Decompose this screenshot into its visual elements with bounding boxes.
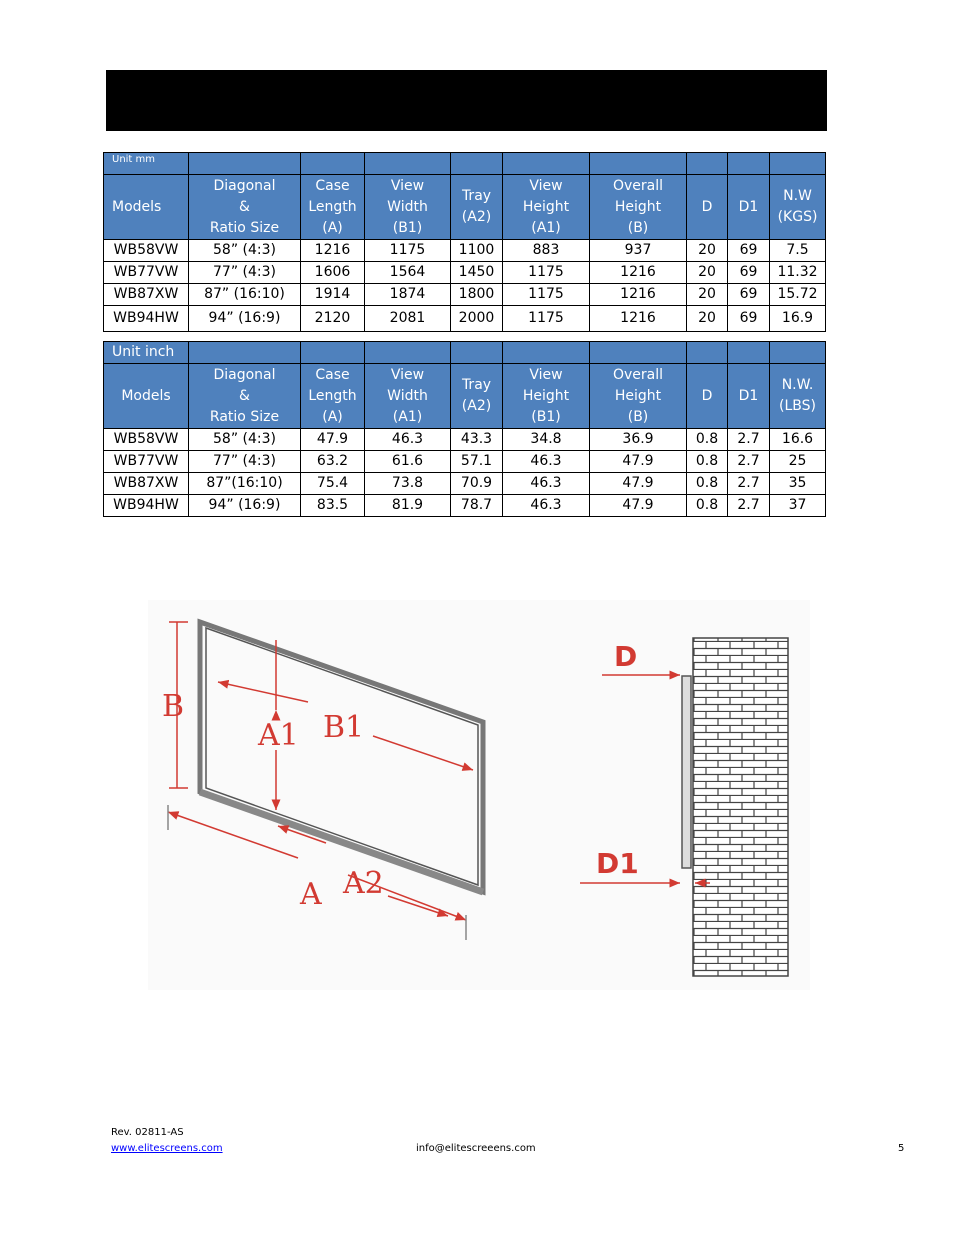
- model-cell: WB94HW: [104, 495, 189, 517]
- column-header: D1: [728, 364, 770, 429]
- page-number: 5: [898, 1143, 905, 1154]
- title-bar: [106, 70, 827, 131]
- value-cell: 70.9: [451, 473, 503, 495]
- value-cell: 47.9: [301, 429, 365, 451]
- value-cell: 1216: [590, 306, 687, 332]
- value-cell: 16.9: [770, 306, 826, 332]
- value-cell: 47.9: [590, 495, 687, 517]
- spec-table-mm: [103, 152, 826, 332]
- value-cell: 0.8: [687, 473, 728, 495]
- value-cell: 15.72: [770, 284, 826, 306]
- value-cell: 73.8: [365, 473, 451, 495]
- brick-wall: [693, 638, 788, 976]
- table-row: [104, 473, 826, 495]
- label-B1: B1: [323, 710, 365, 745]
- value-cell: 2081: [365, 306, 451, 332]
- value-cell: 937: [590, 240, 687, 262]
- model-cell: WB58VW: [104, 429, 189, 451]
- value-cell: 0.8: [687, 451, 728, 473]
- table-row: [104, 262, 826, 284]
- column-header: Case Length (A): [301, 175, 365, 240]
- table-row: [104, 451, 826, 473]
- value-cell: 2.7: [728, 429, 770, 451]
- value-cell: 20: [687, 240, 728, 262]
- column-header: D1: [728, 175, 770, 240]
- column-header: Diagonal & Ratio Size: [189, 364, 301, 429]
- table-row: [104, 306, 826, 332]
- value-cell: 83.5: [301, 495, 365, 517]
- dimension-diagram: [148, 600, 810, 990]
- column-header: Models: [104, 175, 189, 240]
- value-cell: 883: [503, 240, 590, 262]
- value-cell: 20: [687, 262, 728, 284]
- value-cell: 0.8: [687, 429, 728, 451]
- value-cell: 87” (16:10): [189, 284, 301, 306]
- value-cell: 1175: [365, 240, 451, 262]
- value-cell: 34.8: [503, 429, 590, 451]
- model-cell: WB87XW: [104, 473, 189, 495]
- value-cell: 47.9: [590, 473, 687, 495]
- model-cell: WB77VW: [104, 451, 189, 473]
- model-cell: WB77VW: [104, 262, 189, 284]
- table-row: [104, 495, 826, 517]
- header-row: [104, 175, 826, 240]
- value-cell: 1216: [590, 262, 687, 284]
- value-cell: 1175: [503, 306, 590, 332]
- model-cell: WB58VW: [104, 240, 189, 262]
- value-cell: 20: [687, 284, 728, 306]
- column-header: D: [687, 364, 728, 429]
- value-cell: 1606: [301, 262, 365, 284]
- value-cell: 57.1: [451, 451, 503, 473]
- value-cell: 2.7: [728, 495, 770, 517]
- table-row: [104, 240, 826, 262]
- value-cell: 1175: [503, 262, 590, 284]
- value-cell: 87”(16:10): [189, 473, 301, 495]
- value-cell: 46.3: [503, 473, 590, 495]
- value-cell: 1100: [451, 240, 503, 262]
- table-row: [104, 429, 826, 451]
- table-body: [104, 429, 826, 517]
- model-cell: WB87XW: [104, 284, 189, 306]
- value-cell: 43.3: [451, 429, 503, 451]
- email-text: info@elitescreeens.com: [416, 1143, 536, 1154]
- value-cell: 1564: [365, 262, 451, 284]
- value-cell: 35: [770, 473, 826, 495]
- value-cell: 77” (4:3): [189, 451, 301, 473]
- value-cell: 36.9: [590, 429, 687, 451]
- label-A: A: [300, 877, 322, 912]
- website-link[interactable]: www.elitescreens.com: [111, 1143, 223, 1154]
- column-header: View Height (B1): [503, 364, 590, 429]
- label-A2: A2: [343, 866, 384, 901]
- value-cell: 46.3: [503, 495, 590, 517]
- value-cell: 58” (4:3): [189, 429, 301, 451]
- value-cell: 69: [728, 284, 770, 306]
- value-cell: 11.32: [770, 262, 826, 284]
- value-cell: 2.7: [728, 451, 770, 473]
- value-cell: 94” (16:9): [189, 306, 301, 332]
- value-cell: 69: [728, 240, 770, 262]
- column-header: View Width (A1): [365, 364, 451, 429]
- value-cell: 81.9: [365, 495, 451, 517]
- value-cell: 2.7: [728, 473, 770, 495]
- value-cell: 77” (4:3): [189, 262, 301, 284]
- value-cell: 0.8: [687, 495, 728, 517]
- value-cell: 1800: [451, 284, 503, 306]
- value-cell: 63.2: [301, 451, 365, 473]
- value-cell: 7.5: [770, 240, 826, 262]
- column-header: Case Length (A): [301, 364, 365, 429]
- value-cell: 1874: [365, 284, 451, 306]
- value-cell: 69: [728, 262, 770, 284]
- value-cell: 25: [770, 451, 826, 473]
- value-cell: 1216: [590, 284, 687, 306]
- column-header: View Height (A1): [503, 175, 590, 240]
- revision-text: Rev. 02811-AS: [111, 1127, 184, 1138]
- table-row: [104, 284, 826, 306]
- unit-row: [104, 153, 826, 175]
- column-header: N.W (KGS): [770, 175, 826, 240]
- value-cell: 1914: [301, 284, 365, 306]
- label-D: D: [614, 640, 638, 673]
- column-header: Tray (A2): [451, 175, 503, 240]
- value-cell: 78.7: [451, 495, 503, 517]
- value-cell: 61.6: [365, 451, 451, 473]
- board-side-view: [682, 676, 691, 868]
- value-cell: 1216: [301, 240, 365, 262]
- value-cell: 20: [687, 306, 728, 332]
- column-header: Tray (A2): [451, 364, 503, 429]
- unit-label: Unit mm: [104, 153, 189, 175]
- unit-label: Unit inch: [104, 342, 189, 364]
- column-header: Overall Height (B): [590, 175, 687, 240]
- value-cell: 2000: [451, 306, 503, 332]
- spec-table-inch: [103, 341, 826, 517]
- value-cell: 46.3: [503, 451, 590, 473]
- label-D1: D1: [596, 847, 639, 880]
- value-cell: 2120: [301, 306, 365, 332]
- unit-row: [104, 342, 826, 364]
- column-header: N.W. (LBS): [770, 364, 826, 429]
- value-cell: 46.3: [365, 429, 451, 451]
- column-header: D: [687, 175, 728, 240]
- table-body: [104, 240, 826, 332]
- value-cell: 1175: [503, 284, 590, 306]
- column-header: Diagonal & Ratio Size: [189, 175, 301, 240]
- model-cell: WB94HW: [104, 306, 189, 332]
- header-row: [104, 364, 826, 429]
- column-header: Models: [104, 364, 189, 429]
- value-cell: 58” (4:3): [189, 240, 301, 262]
- value-cell: 1450: [451, 262, 503, 284]
- value-cell: 47.9: [590, 451, 687, 473]
- value-cell: 94” (16:9): [189, 495, 301, 517]
- column-header: View Width (B1): [365, 175, 451, 240]
- column-header: Overall Height (B): [590, 364, 687, 429]
- value-cell: 37: [770, 495, 826, 517]
- value-cell: 75.4: [301, 473, 365, 495]
- value-cell: 69: [728, 306, 770, 332]
- label-A1: A1: [258, 718, 299, 753]
- value-cell: 16.6: [770, 429, 826, 451]
- label-B: B: [162, 689, 185, 724]
